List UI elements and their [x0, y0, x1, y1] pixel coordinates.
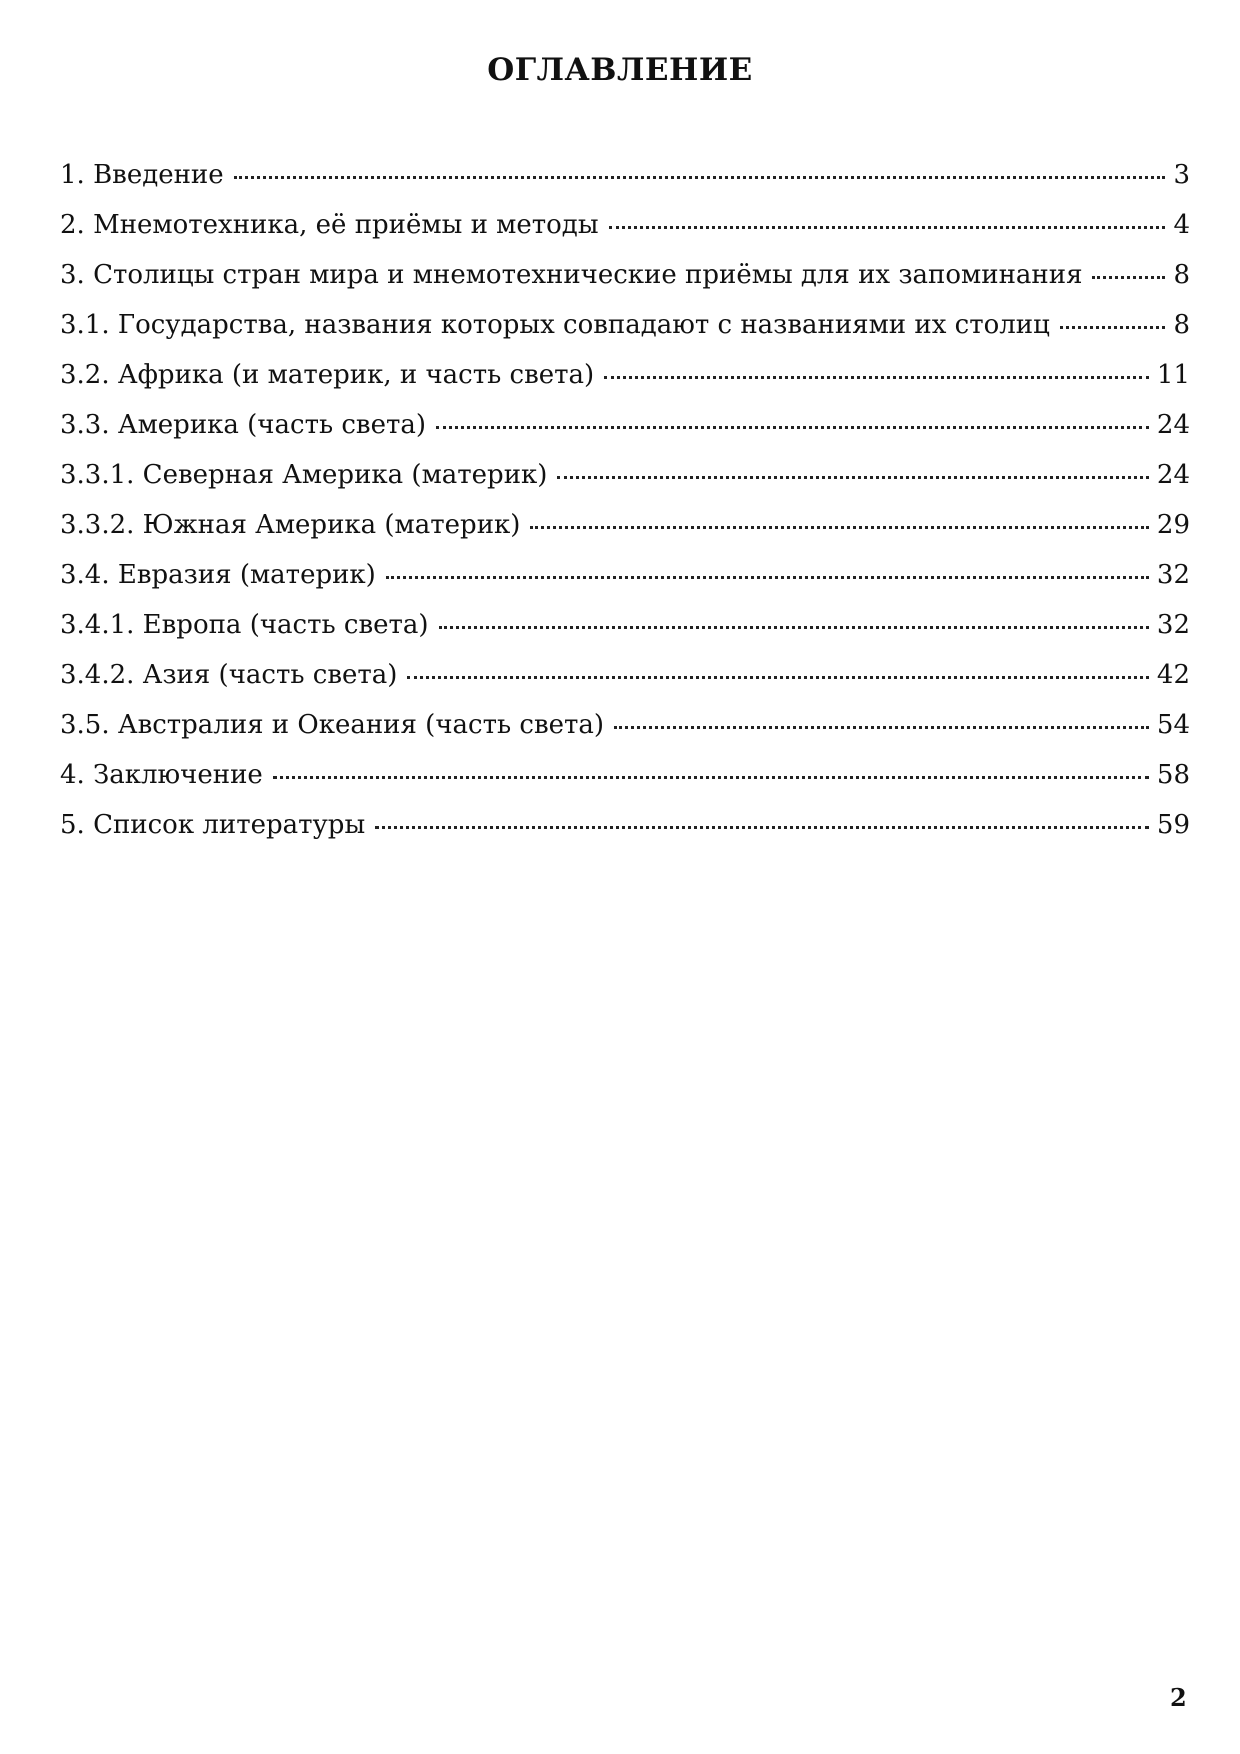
toc-entry[interactable]: [60, 150, 1190, 200]
toc-entry-page: 24: [1156, 460, 1190, 490]
toc-entry[interactable]: [60, 600, 1190, 650]
toc-dot-leader: [436, 426, 1149, 429]
toc-entry-page: 29: [1156, 510, 1190, 540]
toc-entry-label: 3. Столицы стран мира и мнемотехнические приёмы для их запоминания: [60, 260, 1083, 290]
toc-entry[interactable]: [60, 200, 1190, 250]
page-number: 2: [1170, 1683, 1187, 1712]
toc-entry-page: 8: [1173, 310, 1190, 340]
toc-dot-leader: [604, 376, 1149, 379]
toc-entry-page: 3: [1173, 160, 1190, 190]
toc-entry[interactable]: [60, 250, 1190, 300]
toc-dot-leader: [1060, 326, 1166, 329]
table-of-contents: [60, 150, 1190, 850]
toc-entry-page: 59: [1156, 810, 1190, 840]
toc-entry-label: 3.4.2. Азия (часть света): [60, 660, 398, 690]
toc-entry-page: 54: [1156, 710, 1190, 740]
toc-entry[interactable]: [60, 750, 1190, 800]
toc-dot-leader: [407, 676, 1149, 679]
toc-entry-page: 8: [1173, 260, 1190, 290]
page-title: ОГЛАВЛЕНИЕ: [487, 52, 753, 88]
toc-entry-page: 32: [1156, 610, 1190, 640]
toc-entry[interactable]: [60, 700, 1190, 750]
toc-entry-label: 3.1. Государства, названия которых совпадают с названиями их столиц: [60, 310, 1050, 340]
toc-entry-label: 3.3.2. Южная Америка (материк): [60, 510, 521, 540]
toc-entry-label: 2. Мнемотехника, её приёмы и методы: [60, 210, 599, 240]
toc-entry-page: 32: [1156, 560, 1190, 590]
toc-entry[interactable]: [60, 500, 1190, 550]
toc-entry-label: 3.4. Евразия (материк): [60, 560, 376, 590]
toc-entry[interactable]: [60, 400, 1190, 450]
toc-entry-label: 3.4.1. Европа (часть света): [60, 610, 429, 640]
toc-entry-label: 4. Заключение: [60, 760, 263, 790]
toc-entry-label: 3.3. Америка (часть света): [60, 410, 426, 440]
toc-entry-label: 5. Список литературы: [60, 810, 366, 840]
toc-dot-leader: [609, 226, 1166, 229]
toc-entry[interactable]: [60, 550, 1190, 600]
toc-entry[interactable]: [60, 350, 1190, 400]
toc-entry[interactable]: [60, 450, 1190, 500]
toc-entry-page: 24: [1156, 410, 1190, 440]
toc-dot-leader: [439, 626, 1149, 629]
toc-entry-label: 3.2. Африка (и материк, и часть света): [60, 360, 595, 390]
toc-dot-leader: [614, 726, 1149, 729]
toc-entry[interactable]: [60, 650, 1190, 700]
toc-entry-page: 58: [1156, 760, 1190, 790]
toc-entry-label: 3.3.1. Северная Америка (материк): [60, 460, 548, 490]
toc-entry-label: 1. Введение: [60, 160, 224, 190]
toc-dot-leader: [1092, 276, 1165, 279]
toc-entry-page: 4: [1173, 210, 1190, 240]
toc-dot-leader: [273, 776, 1149, 779]
toc-dot-leader: [530, 526, 1148, 529]
toc-entry-label: 3.5. Австралия и Океания (часть света): [60, 710, 604, 740]
toc-entry-page: 42: [1156, 660, 1190, 690]
toc-dot-leader: [557, 476, 1148, 479]
toc-dot-leader: [386, 576, 1149, 579]
toc-dot-leader: [234, 176, 1166, 179]
toc-entry-page: 11: [1156, 360, 1190, 390]
toc-entry[interactable]: [60, 300, 1190, 350]
toc-dot-leader: [375, 826, 1149, 829]
toc-entry[interactable]: [60, 800, 1190, 850]
